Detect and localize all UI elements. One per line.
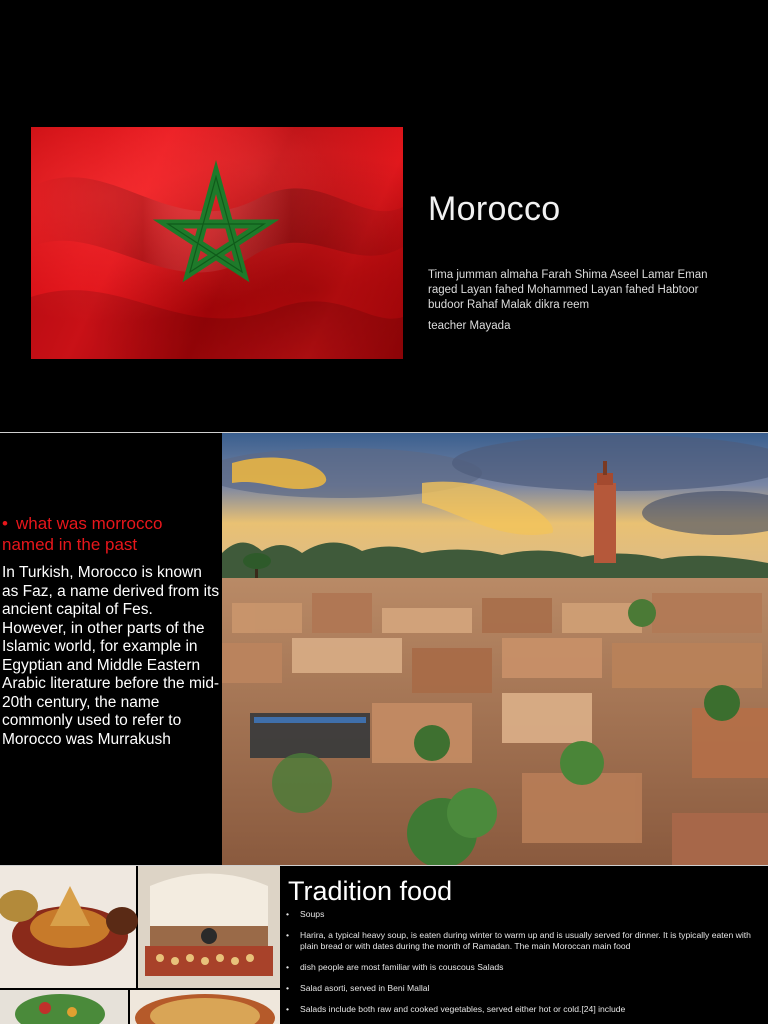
- food-photos-collage: [0, 866, 280, 1024]
- question-text: what was morrocco named in the past: [2, 514, 163, 554]
- list-item: • Harira, a typical heavy soup, is eaten during winter to warm up and is usually served for dinner. It is typically eaten with plain bread or with dates during the month of Ramadan. The main Moroccan main food: [286, 930, 756, 952]
- morocco-flag-image: [31, 127, 403, 359]
- question-heading: [2, 513, 217, 555]
- author-names: Tima jumman almaha Farah Shima Aseel Lamar Eman raged Layan fahed Mohammed Layan fahed Habtoor budoor Rahaf Malak dikra reem: [428, 269, 708, 311]
- marrakech-city-photo: [222, 433, 768, 865]
- list-item: • Soups: [286, 909, 756, 920]
- bullet-icon: •: [2, 514, 8, 533]
- food-slide-title: Tradition food: [288, 876, 453, 906]
- food-slide: [0, 866, 768, 1024]
- list-item: • Salad asorti, served in Beni Mallal: [286, 983, 756, 994]
- teacher-name: teacher Mayada: [428, 320, 511, 332]
- list-item: • Salads include both raw and cooked vegetables, served either hot or cold.[24] include: [286, 1004, 756, 1015]
- presentation-title: Morocco: [428, 190, 561, 228]
- list-item: • dish people are most familiar with is couscous Salads: [286, 962, 756, 973]
- title-slide: [0, 0, 768, 432]
- food-bullet-list: [286, 909, 756, 1024]
- flag-star-icon: [31, 127, 403, 359]
- answer-paragraph: In Turkish, Morocco is known as Faz, a name derived from its ancient capital of Fes. However, in other parts of the Islamic world, for example in Egyptian and Middle Eastern Arabic literature before the mid-20th century, the name commonly used to refer to Morocco was Murrakush: [2, 564, 220, 748]
- history-slide: [0, 433, 768, 865]
